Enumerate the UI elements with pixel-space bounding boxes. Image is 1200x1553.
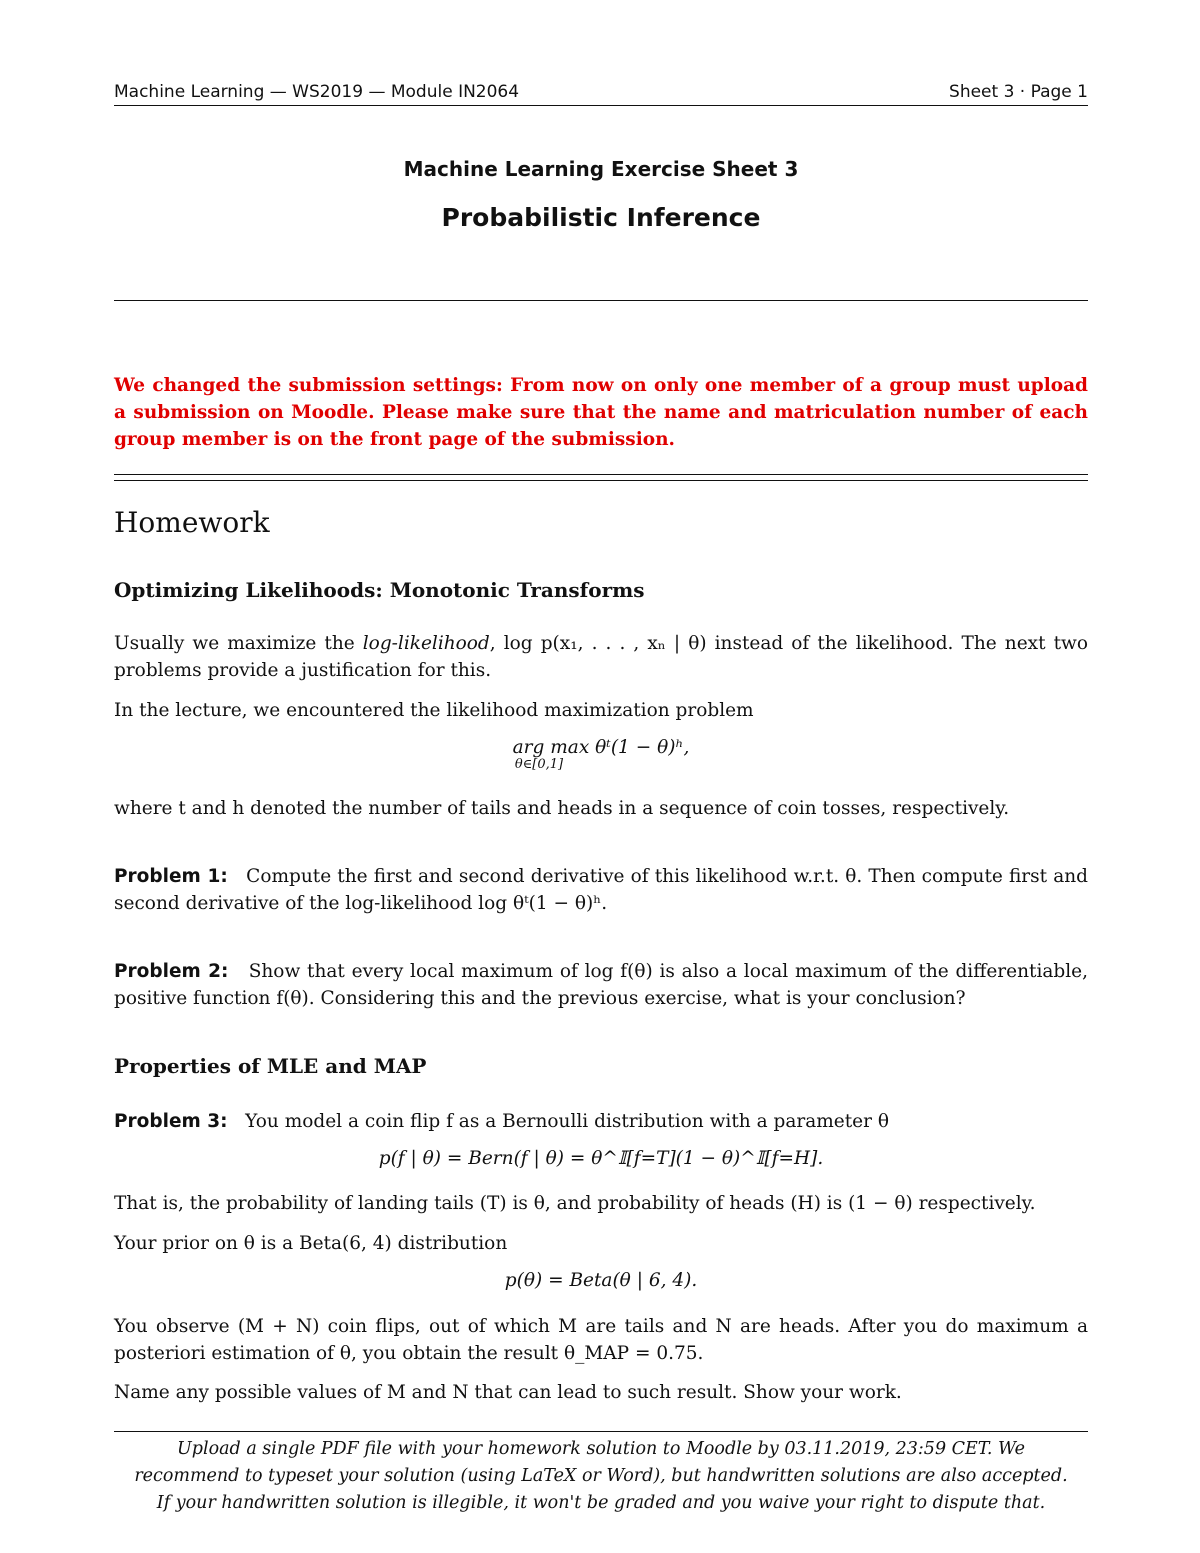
section-heading-likelihoods: Optimizing Likelihoods: Monotonic Transforms bbox=[114, 578, 645, 602]
homework-heading: Homework bbox=[114, 506, 270, 539]
problem-1 bbox=[114, 863, 1088, 917]
problem-2-label: Problem 2: bbox=[114, 961, 229, 982]
paragraph-intro bbox=[114, 630, 1088, 684]
equation-argmax-body: arg max θᵗ(1 − θ)ʰ, bbox=[512, 737, 690, 758]
paragraph-lecture: In the lecture, we encountered the likelihood maximization problem bbox=[114, 700, 754, 721]
equation-beta-prior: p(θ) = Beta(θ | 6, 4). bbox=[504, 1270, 698, 1291]
notice-rule-top bbox=[114, 474, 1088, 475]
header-rule bbox=[114, 105, 1088, 106]
sheet-title: Machine Learning Exercise Sheet 3 bbox=[403, 157, 799, 181]
problem-1-text: Compute the first and second derivative of this likelihood w.r.t. θ. Then compute first and second derivative of the log-likelihood log θᵗ(1 − θ)ʰ. bbox=[114, 866, 1088, 914]
header-left: Machine Learning — WS2019 — Module IN2064 bbox=[114, 82, 520, 102]
problem-1-label: Problem 1: bbox=[114, 866, 228, 887]
problem-3-text: You model a coin flip f as a Bernoulli distribution with a parameter θ bbox=[245, 1111, 889, 1132]
footer-line-3: If your handwritten solution is illegible, it won't be graded and you waive your right to dispute that. bbox=[156, 1493, 1046, 1513]
equation-bernoulli: p(f | θ) = Bern(f | θ) = θ^𝕀[f=T](1 − θ)^𝕀[f=H]. bbox=[378, 1148, 824, 1169]
paragraph-observations: You observe (M + N) coin flips, out of which M are tails and N are heads. After you do maximum a posteriori estimation of θ, you obtain the result θ_MAP = 0.75. bbox=[114, 1316, 1088, 1364]
topic-title: Probabilistic Inference bbox=[441, 203, 761, 232]
paragraph-tails-heads: where t and h denoted the number of tails and heads in a sequence of coin tosses, respectively. bbox=[114, 798, 1010, 819]
submission-footer bbox=[114, 1436, 1088, 1517]
intro-text-a: Usually we maximize the bbox=[114, 633, 363, 654]
footer-line-1: Upload a single PDF file with your homework solution to Moodle by 03.11.2019, 23:59 CET. We bbox=[177, 1439, 1025, 1459]
equation-argmax bbox=[114, 737, 1088, 779]
footer-rule bbox=[114, 1431, 1088, 1432]
problem-2 bbox=[114, 958, 1088, 1012]
paragraph-task: Name any possible values of M and N that can lead to such result. Show your work. bbox=[114, 1382, 902, 1403]
intro-emphasis: log-likelihood bbox=[362, 633, 490, 654]
intro-text-b: , log p(x₁, . . . , xₙ | θ) instead of the likelihood. The next two problems provide a justification for this. bbox=[114, 633, 1088, 681]
header-right: Sheet 3 · Page 1 bbox=[949, 82, 1088, 102]
problem-3-label: Problem 3: bbox=[114, 1111, 228, 1132]
submission-notice: We changed the submission settings: From now on only one member of a group must upload a submission on Moodle. Please make sure that the name and matriculation number of each group member is on the front page of the submission. bbox=[114, 375, 1088, 450]
notice-rule-bottom bbox=[114, 480, 1088, 481]
paragraph-prior: Your prior on θ is a Beta(6, 4) distribution bbox=[114, 1233, 508, 1254]
problem-3 bbox=[114, 1108, 1088, 1135]
footer-line-2: recommend to typeset your solution (using LaTeX or Word), but handwritten solutions are also accepted. bbox=[134, 1466, 1068, 1486]
title-rule bbox=[114, 300, 1088, 301]
equation-argmax-subscript: θ∈[0,1] bbox=[514, 757, 564, 772]
section-heading-mle-map: Properties of MLE and MAP bbox=[114, 1054, 427, 1078]
problem-2-text: Show that every local maximum of log f(θ) is also a local maximum of the differentiable, positive function f(θ). Considering this and the previous exercise, what is your conclusion? bbox=[114, 961, 1088, 1009]
paragraph-probabilities: That is, the probability of landing tails (T) is θ, and probability of heads (H) is (1 − θ) respectively. bbox=[114, 1193, 1036, 1214]
